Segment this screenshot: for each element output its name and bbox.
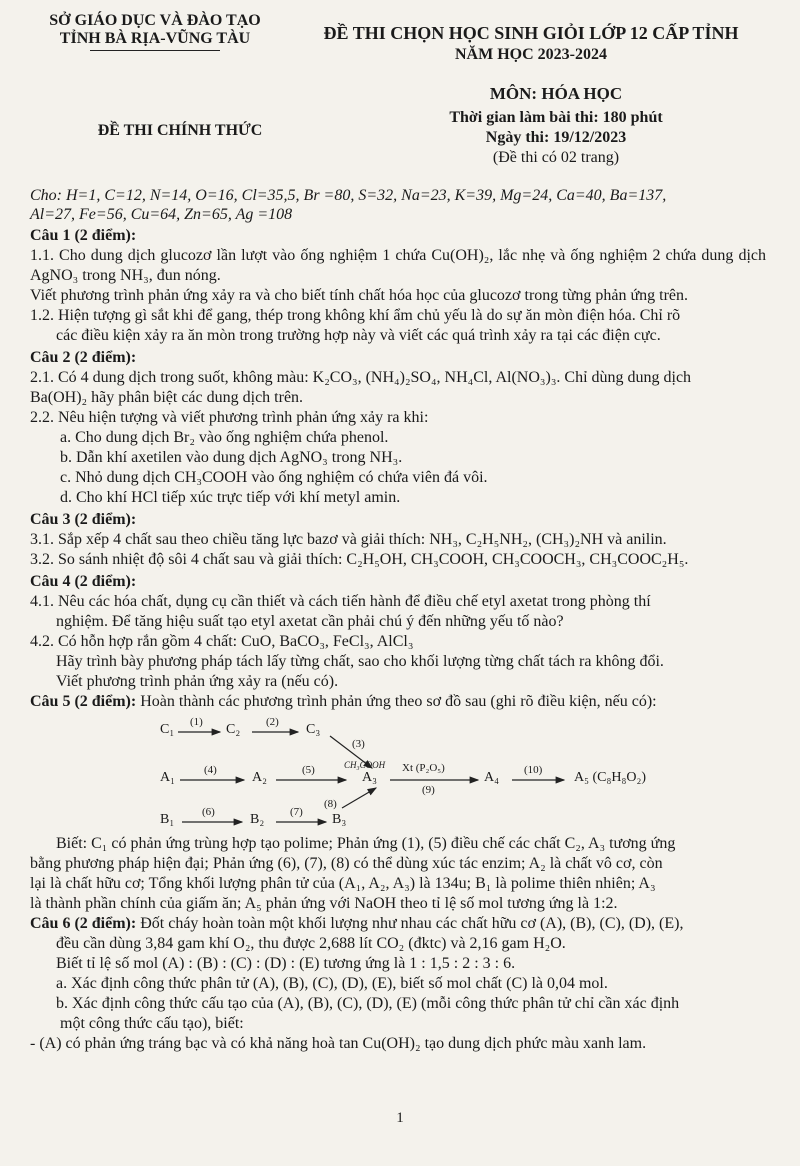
q4-1: 4.1. Nêu các hóa chất, dụng cụ cần thiết và cách tiến hành để điều chế etyl axetat trong phòng thí <box>30 593 651 610</box>
q3-1: 3.1. Sắp xếp 4 chất sau theo chiều tăng lực bazơ và giải thích: NH₃, C₂H₅NH₂, (CH₃)₂NH và anilin. <box>30 531 667 548</box>
page-number: 1 <box>396 1110 404 1126</box>
node-c1: C₁ <box>160 722 175 737</box>
q4-1-b: nghiệm. Để tăng hiệu suất tạo etyl axetat cần phải chú ý đến những yếu tố nào? <box>56 613 564 630</box>
q6-line2: đều cần dùng 3,84 gam khí O₂, thu được 2,688 lít CO₂ (đktc) và 2,16 gam H₂O. <box>56 935 566 952</box>
q2-2-c: c. Nhỏ dung dịch CH₃COOH vào ống nghiệm có chứa viên đá vôi. <box>60 469 488 486</box>
q5-conditions-3: lại là chất hữu cơ; Tổng khối lượng phân tử của (A₁, A₂, A₃) là 134u; B₁ là polime thiên nhiên; A₃ <box>30 875 656 892</box>
label-3: (3) <box>352 738 365 750</box>
q4-2-c: Viết phương trình phản ứng xảy ra (nếu có). <box>56 673 339 690</box>
q6-b-2: một công thức cấu tạo), biết: <box>60 1015 244 1032</box>
label-7: (7) <box>290 806 303 818</box>
q6-intro: Đốt cháy hoàn toàn một khối lượng như nhau các chất hữu cơ (A), (B), (C), (D), (E), <box>136 915 684 932</box>
q4-2: 4.2. Có hỗn hợp rắn gồm 4 chất: CuO, BaCO₃, FeCl₃, AlCl₃ <box>30 633 414 650</box>
label-8: (8) <box>324 798 337 810</box>
q4-2-b: Hãy trình bày phương pháp tách lấy từng chất, sao cho khối lượng từng chất tách ra không đổi. <box>56 653 664 670</box>
q2-2: 2.2. Nêu hiện tượng và viết phương trình phản ứng xảy ra khi: <box>30 409 429 426</box>
exam-title-block <box>296 8 766 66</box>
reaction-scheme <box>30 716 766 832</box>
question-5-header <box>30 692 766 712</box>
label-6: (6) <box>202 806 215 818</box>
q6-c: - (A) có phản ứng tráng bạc và có khả năng hoà tan Cu(OH)₂ tạo dung dịch phức màu xanh lam. <box>30 1035 647 1052</box>
question-4-title: Câu 4 (2 điểm): <box>30 573 137 590</box>
question-5-title: Câu 5 (2 điểm): <box>30 693 137 710</box>
atomic-masses-line1: Cho: H=1, C=12, N=14, O=16, Cl=35,5, Br =80, S=32, Na=23, K=39, Mg=24, Ca=40, Ba=137, <box>30 187 667 204</box>
handwritten-note: CH₃COOH <box>344 760 386 770</box>
q2-2-d: d. Cho khí HCl tiếp xúc trực tiếp với khí metyl amin. <box>60 489 401 506</box>
dept-line2: TỈNH BÀ RỊA-VŨNG TÀU <box>59 30 251 47</box>
label-10: (10) <box>524 764 543 776</box>
exam-duration: Thời gian làm bài thi: 180 phút <box>449 109 663 126</box>
label-1: (1) <box>190 716 203 728</box>
exam-title: ĐỀ THI CHỌN HỌC SINH GIỎI LỚP 12 CẤP TỈNH <box>323 23 739 43</box>
label-2: (2) <box>266 716 279 728</box>
label-9: (9) <box>422 784 435 796</box>
node-a1: A₁ <box>160 770 175 785</box>
q2-2-b: b. Dẫn khí axetilen vào dung dịch AgNO₃ trong NH₃. <box>60 449 403 466</box>
node-c3: C₃ <box>306 722 321 737</box>
page-count: (Đề thi có 02 trang) <box>492 149 620 166</box>
header-info <box>30 84 766 168</box>
question-6-header <box>30 914 766 934</box>
exam-date: Ngày thi: 19/12/2023 <box>485 129 627 146</box>
node-b3: B₃ <box>332 812 347 827</box>
exam-meta <box>346 84 766 168</box>
question-6-title: Câu 6 (2 điểm): <box>30 915 137 932</box>
department-block <box>30 8 280 66</box>
node-b1: B₁ <box>160 812 175 827</box>
q1-1: 1.1. Cho dung dịch glucozơ lần lượt vào ống nghiệm 1 chứa Cu(OH)₂, lắc nhẹ và ống nghiệm 2 chứa dung dịch AgNO₃ trong NH₃, đun nóng. <box>30 247 766 284</box>
node-a4: A₄ <box>484 770 499 785</box>
subject: MÔN: HÓA HỌC <box>489 84 623 103</box>
q1-1-b: Viết phương trình phản ứng xảy ra và cho biết tính chất hóa học của glucozơ trong từng phản ứng trên. <box>30 287 689 304</box>
q5-conditions-4: là thành phần chính của giấm ăn; A₅ phản ứng với NaOH theo tỉ lệ số mol tương ứng là 1:2. <box>30 895 618 912</box>
q6-a: a. Xác định công thức phân tử (A), (B), (C), (D), (E), biết số mol chất (C) là 0,04 mol. <box>56 975 608 992</box>
node-b2: B₂ <box>250 812 265 827</box>
question-2-title: Câu 2 (2 điểm): <box>30 349 137 366</box>
q2-1-b: Ba(OH)₂ hãy phân biệt các dung dịch trên. <box>30 389 304 406</box>
school-year: NĂM HỌC 2023-2024 <box>455 46 607 63</box>
q5-conditions-1: Biết: C₁ có phản ứng trùng hợp tạo polime; Phản ứng (1), (5) điều chế các chất C₂, A₃ tương ứng <box>56 835 676 852</box>
condition-catalyst: Xt (P₂O₅) <box>402 762 445 774</box>
question-3-title: Câu 3 (2 điểm): <box>30 511 137 528</box>
label-4: (4) <box>204 764 217 776</box>
atomic-masses-line2: Al=27, Fe=56, Cu=64, Zn=65, Ag =108 <box>30 206 293 223</box>
header-rule <box>90 50 220 51</box>
node-a5: A₅ (C₈H₈O₂) <box>574 770 647 785</box>
node-a3: A₃ <box>362 770 377 785</box>
q2-1: 2.1. Có 4 dung dịch trong suốt, không màu: K₂CO₃, (NH₄)₂SO₄, NH₄Cl, Al(NO₃)₃. Chỉ dùng dung dịch <box>30 369 692 386</box>
q5-intro: Hoàn thành các phương trình phản ứng theo sơ đồ sau (ghi rõ điều kiện, nếu có): <box>136 693 657 710</box>
q2-2-a: a. Cho dung dịch Br₂ vào ống nghiệm chứa phenol. <box>60 429 389 446</box>
dept-line1: SỞ GIÁO DỤC VÀ ĐÀO TẠO <box>49 12 261 29</box>
atomic-masses <box>30 186 766 224</box>
q1-2: 1.2. Hiện tượng gì sắt khi để gang, thép trong không khí ẩm chủ yếu là do sự ăn mòn điện hóa. Chỉ rõ <box>30 307 681 324</box>
question-1-title: Câu 1 (2 điểm): <box>30 227 137 244</box>
node-c2: C₂ <box>226 722 241 737</box>
label-5: (5) <box>302 764 315 776</box>
q3-2: 3.2. So sánh nhiệt độ sôi 4 chất sau và giải thích: C₂H₅OH, CH₃COOH, CH₃COOCH₃, CH₃COOC₂H₅. <box>30 551 689 568</box>
node-a2: A₂ <box>252 770 267 785</box>
q6-line3: Biết tỉ lệ số mol (A) : (B) : (C) : (D) : (E) tương ứng là 1 : 1,5 : 2 : 3 : 6. <box>56 955 516 972</box>
q6-b: b. Xác định công thức cấu tạo của (A), (B), (C), (D), (E) (mỗi công thức phân tử chỉ cần xác định <box>56 995 680 1012</box>
q5-conditions-2: bằng phương pháp hiện đại; Phản ứng (6), (7), (8) có thể dùng xúc tác enzim; A₂ là chất vô cơ, còn <box>30 855 663 872</box>
scheme-arrows <box>30 716 766 832</box>
official-label: ĐỀ THI CHÍNH THỨC <box>97 122 263 139</box>
header <box>30 8 766 66</box>
q1-2-b: các điều kiện xảy ra ăn mòn trong trường hợp này và viết các quá trình xảy ra tại các điện cực. <box>56 327 661 344</box>
